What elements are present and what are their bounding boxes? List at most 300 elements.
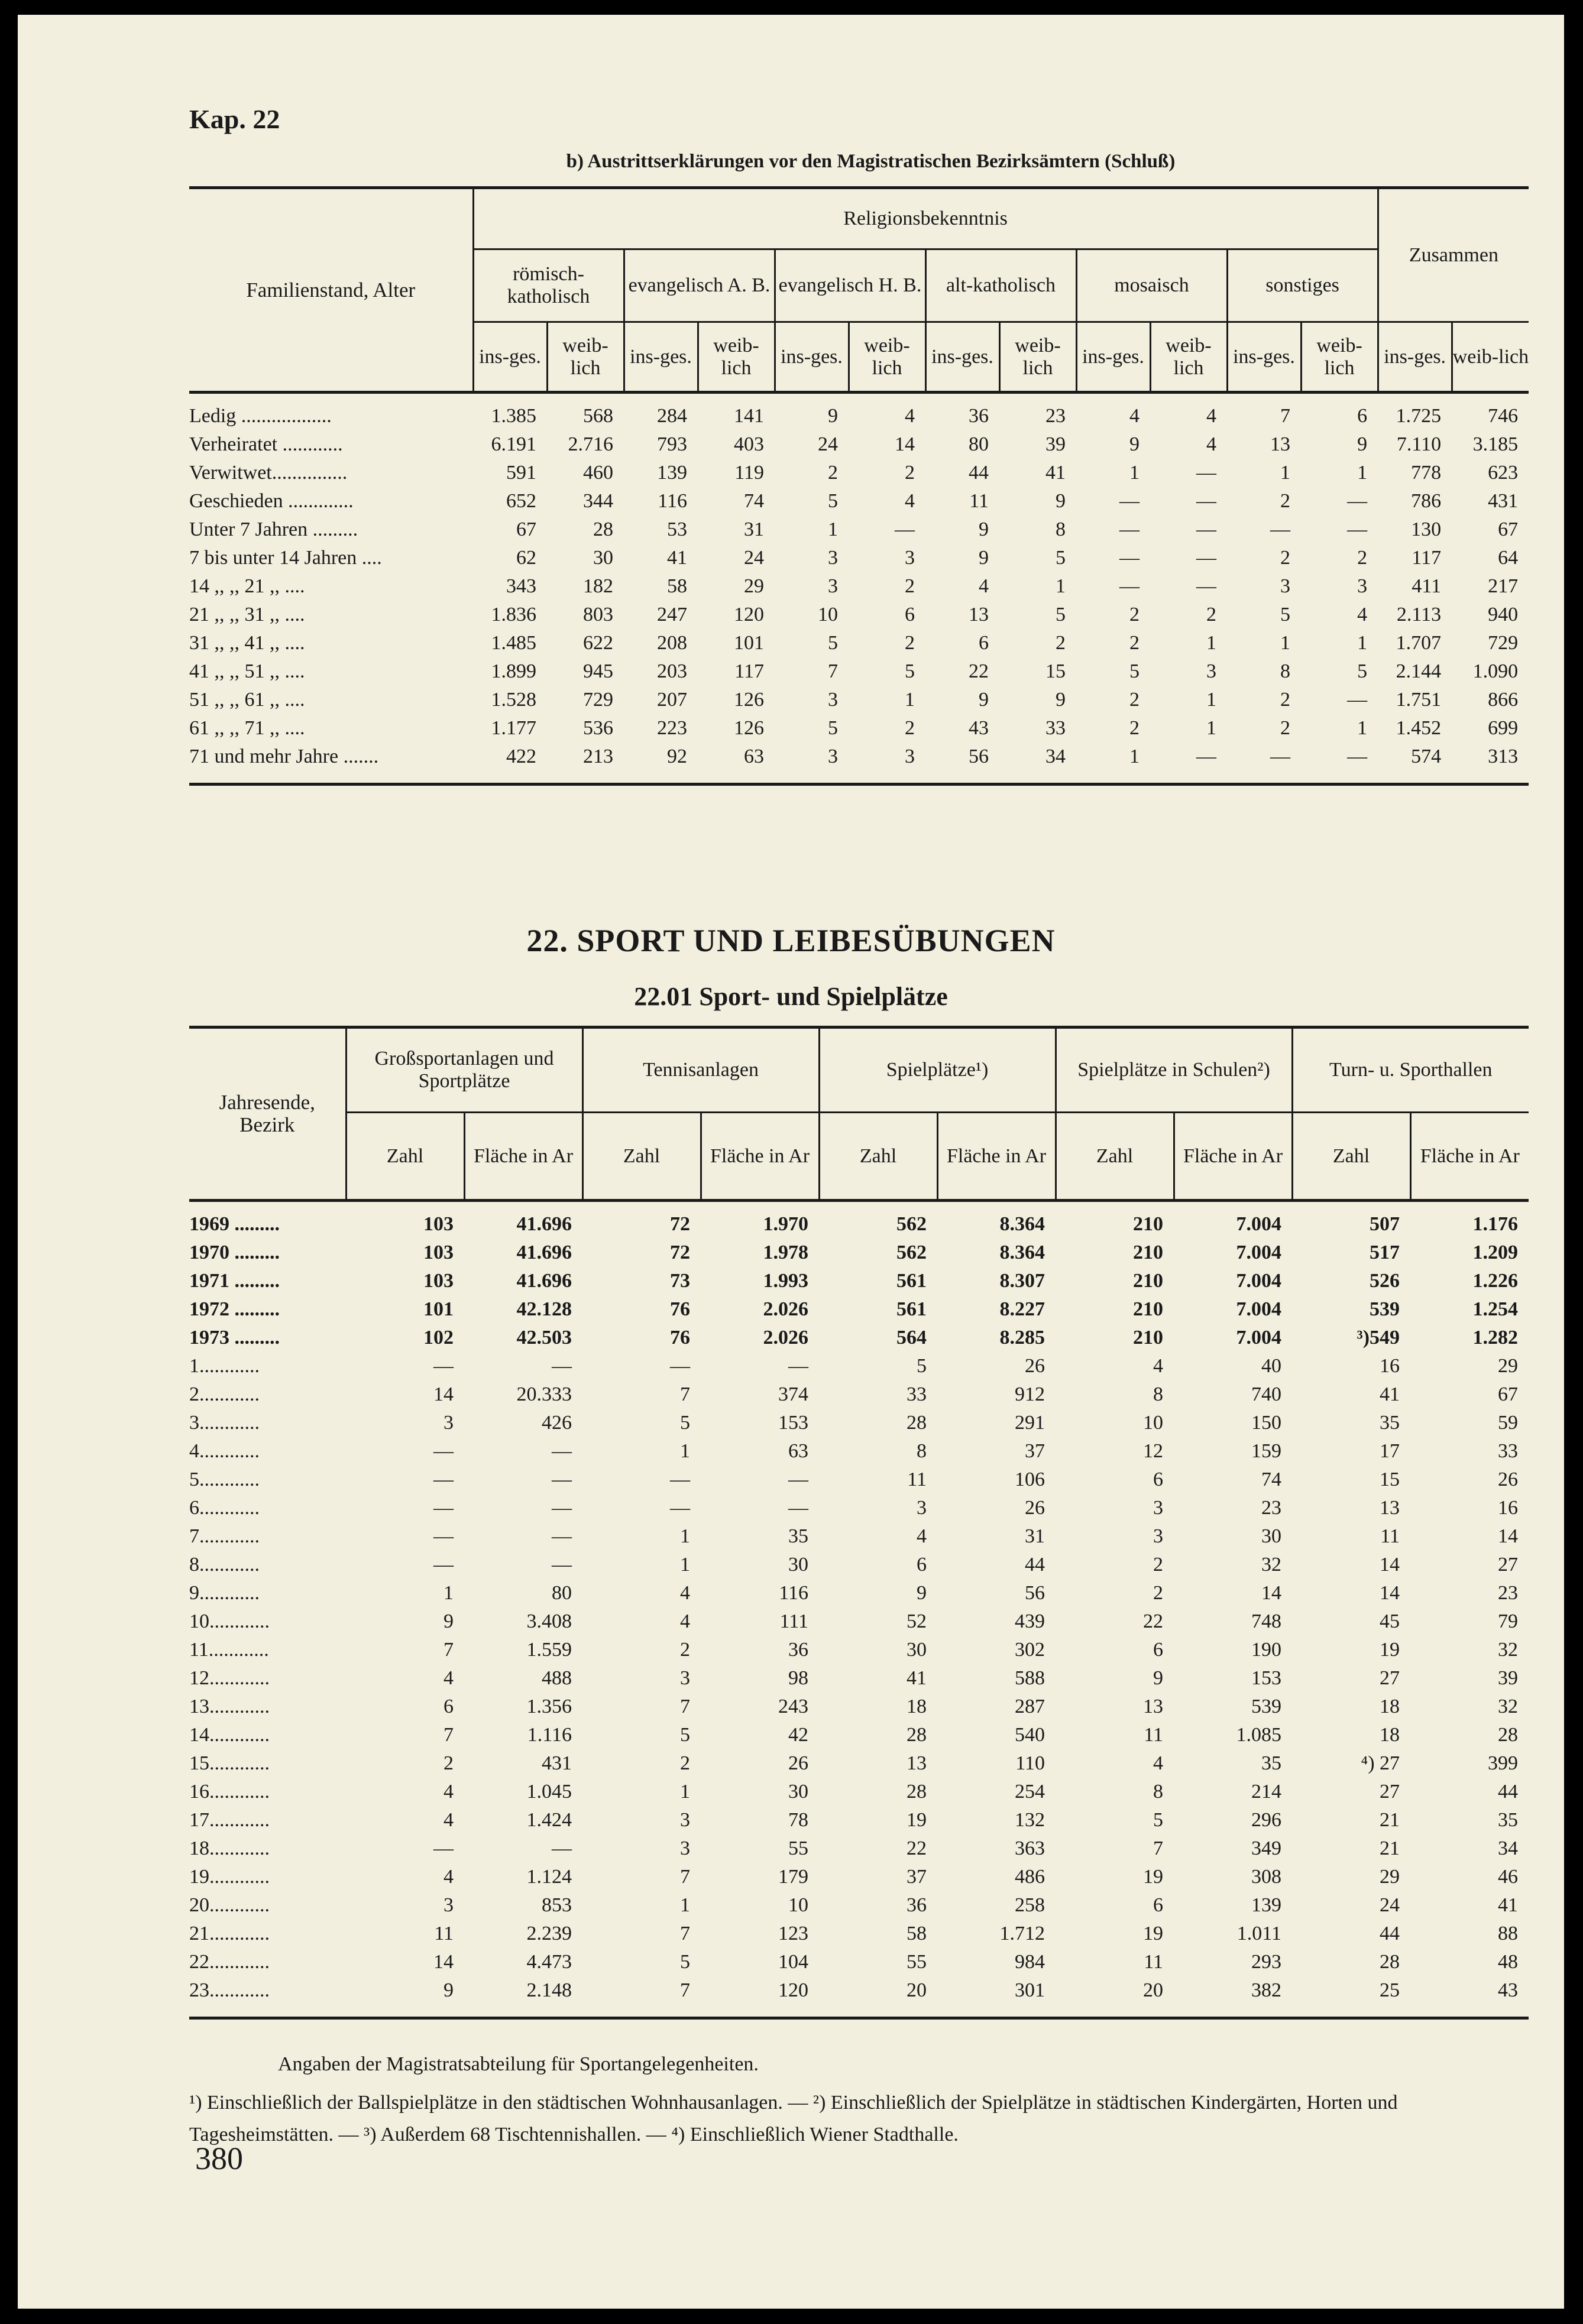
table-cell: 29 (744, 575, 764, 597)
table-cell: 291 (1015, 1412, 1045, 1434)
table-cell: 912 (1015, 1383, 1045, 1405)
table-cell: 30 (1261, 1525, 1282, 1547)
table-cell: 746 (1488, 405, 1519, 427)
table-cell: 217 (1488, 575, 1519, 597)
table-cell: 1 (1129, 746, 1139, 767)
table-row (189, 1210, 1529, 1239)
table-cell: 1.559 (526, 1639, 572, 1661)
table-cell: 19 (1380, 1639, 1400, 1661)
table-cell: 37 (1025, 1440, 1045, 1462)
table-cell: 48 (1498, 1951, 1519, 1973)
sub-header: Fläche in Ar (464, 1113, 582, 1201)
table-cell: 1.282 (1472, 1327, 1519, 1349)
table-cell: 101 (734, 632, 764, 654)
table-cell: 1.124 (526, 1866, 572, 1888)
table-cell: — (1196, 547, 1216, 569)
table-cell: 8 (1153, 1781, 1164, 1803)
spacer-row (189, 393, 1529, 403)
table-cell: 23 (1261, 1497, 1282, 1519)
table-cell: — (1347, 689, 1368, 711)
table-cell: 293 (1251, 1951, 1282, 1973)
table-cell: 111 (779, 1610, 809, 1632)
table-cell: 18 (1380, 1696, 1400, 1717)
table-cell: 25 (1380, 1979, 1400, 2001)
table-cell: 4 (1153, 1355, 1164, 1377)
sub-header: Zahl (582, 1113, 701, 1201)
table-cell: 1.712 (999, 1923, 1045, 1944)
table-cell: — (433, 1525, 454, 1547)
table-cell: — (552, 1525, 572, 1547)
table-cell: 44 (969, 462, 989, 484)
row-label: 61 ,, ,, 71 ,, .... (189, 717, 305, 739)
table-cell: 431 (542, 1752, 572, 1774)
row-label: 13............ (189, 1696, 270, 1717)
table-cell: — (788, 1355, 809, 1377)
table-cell: 591 (506, 462, 536, 484)
group-header: Großsportanlagen und Sportplätze (346, 1028, 582, 1113)
row-label: 11............ (189, 1639, 269, 1661)
table-cell: 7.004 (1236, 1242, 1282, 1263)
table-cell: 30 (593, 547, 613, 569)
table-cell: 139 (1251, 1894, 1282, 1916)
table-cell: 1 (905, 689, 915, 711)
table-cell: 1 (1056, 575, 1066, 597)
table-row (189, 430, 1529, 459)
table-cell: 8 (1153, 1383, 1164, 1405)
table-cell: 19 (1143, 1923, 1164, 1944)
table-cell: 23 (1045, 405, 1066, 427)
table-cell: 7.004 (1236, 1327, 1282, 1349)
table-cell: 2.026 (763, 1298, 809, 1320)
table-cell: 35 (1498, 1809, 1519, 1831)
table-cell: 6 (1153, 1894, 1164, 1916)
table-cell: 562 (896, 1242, 927, 1263)
table-cell: 20.333 (516, 1383, 572, 1405)
table-cell: 3 (917, 1497, 927, 1519)
sub-header: Zahl (346, 1113, 464, 1201)
group-header: evangelisch H. B. (775, 249, 925, 322)
table-row (189, 1352, 1529, 1380)
table-end-rule (189, 779, 1529, 785)
table-cell: 23 (1498, 1582, 1519, 1604)
table-cell: 313 (1488, 746, 1519, 767)
table-cell: 374 (778, 1383, 809, 1405)
table-cell: 63 (744, 746, 764, 767)
table-cell: 190 (1251, 1639, 1282, 1661)
table-row (189, 1693, 1529, 1721)
table-cell: 6 (1153, 1469, 1164, 1490)
table-cell: 623 (1488, 462, 1519, 484)
table-cell: 4 (680, 1610, 690, 1632)
table-cell: 80 (552, 1582, 572, 1604)
table-cell: 349 (1251, 1837, 1282, 1859)
table-cell: 28 (907, 1724, 927, 1746)
table-cell: 344 (583, 490, 613, 512)
table-cell: 5 (680, 1412, 690, 1434)
table-cell: 43 (969, 717, 989, 739)
page-number: 380 (195, 2141, 243, 2176)
table-row (189, 1834, 1529, 1863)
table-row (189, 1551, 1529, 1579)
table-cell: — (670, 1355, 690, 1377)
row-label: Unter 7 Jahren ......... (189, 518, 358, 540)
sub-header: Zahl (1056, 1113, 1174, 1201)
table-cell: 1.751 (1396, 689, 1442, 711)
table-cell: 59 (1498, 1412, 1519, 1434)
table-row (189, 1948, 1529, 1976)
table-cell: 36 (788, 1639, 809, 1661)
table-cell: 1 (1357, 462, 1368, 484)
table-cell: 2 (1153, 1554, 1164, 1576)
table-cell: 460 (583, 462, 613, 484)
table-cell: 3 (680, 1837, 690, 1859)
table-cell: 426 (542, 1412, 572, 1434)
sub-header: Fläche in Ar (1410, 1113, 1529, 1201)
table-cell: — (1119, 547, 1139, 569)
table-cell: 2.144 (1396, 660, 1442, 682)
table-cell: 26 (1025, 1497, 1045, 1519)
table-cell: 110 (1015, 1752, 1045, 1774)
row-label: 51 ,, ,, 61 ,, .... (189, 689, 305, 711)
table-cell: 153 (778, 1412, 809, 1434)
row-label: 7............ (189, 1525, 260, 1547)
table-cell: 33 (1045, 717, 1066, 739)
table-row (189, 686, 1529, 714)
table-row (189, 572, 1529, 601)
table-cell: 11 (434, 1923, 454, 1944)
row-label: 22............ (189, 1951, 270, 1973)
row-label: 14............ (189, 1724, 270, 1746)
table-cell: 729 (1488, 632, 1519, 654)
table-cell: 3 (1153, 1525, 1164, 1547)
row-label: 8............ (189, 1554, 260, 1576)
table-cell: 4 (680, 1582, 690, 1604)
sub-header: Fläche in Ar (937, 1113, 1056, 1201)
table-cell: 4 (444, 1866, 454, 1888)
table-cell: 24 (1380, 1894, 1400, 1916)
table-cell: 41.696 (516, 1270, 572, 1292)
table-cell: 2 (1129, 717, 1139, 739)
table-cell: 13 (1143, 1696, 1164, 1717)
table-cell: 39 (1045, 433, 1066, 455)
table-cell: 28 (907, 1781, 927, 1803)
table-cell: 2 (680, 1752, 690, 1774)
table-cell: 4.473 (526, 1951, 572, 1973)
table-row (189, 487, 1529, 516)
row-label: Geschieden ............. (189, 490, 354, 512)
row-label: 19............ (189, 1866, 270, 1888)
table-cell: 8.364 (999, 1242, 1045, 1263)
table-cell: 4 (444, 1667, 454, 1689)
table-cell: 64 (1498, 547, 1519, 569)
table-cell: 258 (1015, 1894, 1045, 1916)
table-cell: 207 (657, 689, 687, 711)
table-cell: 214 (1251, 1781, 1282, 1803)
table-cell: 210 (1133, 1270, 1164, 1292)
table-row (189, 657, 1529, 686)
table-cell: 2 (905, 462, 915, 484)
table-cell: 254 (1015, 1781, 1045, 1803)
row-label: 1970 ......... (189, 1242, 280, 1263)
table-row (189, 1409, 1529, 1437)
table-cell: 1.424 (526, 1809, 572, 1831)
row-label: 5............ (189, 1469, 260, 1490)
table-row (189, 1380, 1529, 1409)
table-cell: 33 (1498, 1440, 1519, 1462)
table-row (189, 459, 1529, 487)
row-label: 16............ (189, 1781, 270, 1803)
row-label: 1973 ......... (189, 1327, 280, 1349)
table-cell: 52 (907, 1610, 927, 1632)
document-page (18, 15, 1564, 2309)
table-cell: 296 (1251, 1809, 1282, 1831)
table-cell: 7 (444, 1639, 454, 1661)
table-cell: 72 (670, 1213, 690, 1235)
sub-header: weib-lich (1150, 322, 1227, 393)
table-cell: 79 (1498, 1610, 1519, 1632)
table-cell: 3 (1206, 660, 1216, 682)
table-cell: 9 (444, 1610, 454, 1632)
table-cell: 98 (788, 1667, 809, 1689)
table-cell: 7.110 (1396, 433, 1442, 455)
table-cell: 7.004 (1236, 1213, 1282, 1235)
table-cell: 103 (423, 1242, 454, 1263)
table-cell: 7.004 (1236, 1298, 1282, 1320)
group-header: Spielplätze in Schulen²) (1056, 1028, 1292, 1113)
table-cell: 403 (734, 433, 764, 455)
source-note: Angaben der Magistratsabteilung für Sportangelegenheiten. (278, 2053, 759, 2075)
table-row (189, 1607, 1529, 1636)
table1-title: b) Austrittserklärungen vor den Magistratischen Bezirksämtern (Schluß) (566, 151, 1176, 172)
table-cell: 117 (734, 660, 764, 682)
table-row (189, 1579, 1529, 1607)
table-row (189, 1749, 1529, 1778)
table-cell: 41 (667, 547, 687, 569)
table-cell: — (1119, 490, 1139, 512)
table-cell: 56 (969, 746, 989, 767)
table-cell: 1.899 (491, 660, 536, 682)
row-label: 4............ (189, 1440, 260, 1462)
table-cell: 14 (1380, 1554, 1400, 1576)
table-cell: 2 (444, 1752, 454, 1774)
table-cell: 5 (828, 490, 838, 512)
chapter-label: Kap. 22 (189, 104, 280, 134)
table-cell: — (433, 1469, 454, 1490)
table-cell: 10 (818, 604, 838, 625)
table-cell: 284 (657, 405, 687, 427)
table-cell: 150 (1251, 1412, 1282, 1434)
table-cell: 1.993 (763, 1270, 809, 1292)
table-cell: 517 (1370, 1242, 1400, 1263)
table-row (189, 516, 1529, 544)
table-cell: 15 (1045, 660, 1066, 682)
table-cell: 1.090 (1472, 660, 1519, 682)
table-row (189, 1976, 1529, 2005)
table-cell: 382 (1251, 1979, 1282, 2001)
table-cell: 14 (895, 433, 915, 455)
table-cell: 179 (778, 1866, 809, 1888)
table-cell: 2 (1280, 547, 1290, 569)
table-cell: 507 (1370, 1213, 1400, 1235)
table-cell: 1 (1206, 689, 1216, 711)
table-cell: — (433, 1355, 454, 1377)
table-cell: 740 (1251, 1383, 1282, 1405)
footnotes: ¹) Einschließlich der Ballspielplätze in den städtischen Wohnhausanlagen. — ²) Einschließlich der Spielplätze in städtischen Kindergärten, Horten und Tagesheimstätten. — ³) Außerdem 68 Tischtennishallen. — ⁴) Einschließlich Wiener Stadthalle. (189, 2092, 1398, 2145)
table-cell: — (552, 1837, 572, 1859)
row-label: 71 und mehr Jahre ....... (189, 746, 379, 767)
table-row (189, 1295, 1529, 1324)
table-cell: 223 (657, 717, 687, 739)
table-cell: 106 (1015, 1469, 1045, 1490)
table-cell: 486 (1015, 1866, 1045, 1888)
table-cell: 5 (1056, 604, 1066, 625)
sub-header: weib-lich (849, 322, 925, 393)
table-cell: 43 (1498, 1979, 1519, 2001)
table-cell: 853 (542, 1894, 572, 1916)
table-cell: 88 (1498, 1923, 1519, 1944)
table-cell: — (1119, 575, 1139, 597)
table-cell: 27 (1380, 1781, 1400, 1803)
table-cell: 2 (680, 1639, 690, 1661)
row-label: 14 ,, ,, 21 ,, .... (189, 575, 305, 597)
table-cell: 119 (734, 462, 764, 484)
group-header: alt-katholisch (925, 249, 1076, 322)
table-cell: 3 (828, 746, 838, 767)
table-cell: 5 (905, 660, 915, 682)
table-cell: 123 (778, 1923, 809, 1944)
table-cell: 2 (1129, 632, 1139, 654)
table-cell: 28 (593, 518, 613, 540)
table-cell: 24 (818, 433, 838, 455)
table-cell: 9 (1056, 490, 1066, 512)
table-cell: 208 (657, 632, 687, 654)
table-cell: 439 (1015, 1610, 1045, 1632)
group-header: evangelisch A. B. (624, 249, 775, 322)
table-row (189, 1664, 1529, 1693)
table-cell: 26 (1498, 1469, 1519, 1490)
group-header: Turn- u. Sporthallen (1292, 1028, 1529, 1113)
spacer-row (189, 2005, 1529, 2013)
table-cell: 1 (828, 518, 838, 540)
row-label: 15............ (189, 1752, 270, 1774)
table-cell: 301 (1015, 1979, 1045, 2001)
table-cell: 526 (1370, 1270, 1400, 1292)
table-cell: 44 (1380, 1923, 1400, 1944)
table-cell: 7.004 (1236, 1270, 1282, 1292)
table-cell: 2 (1206, 604, 1216, 625)
sub-header: Zahl (1292, 1113, 1410, 1201)
table-cell: 588 (1015, 1667, 1045, 1689)
table-cell: 28 (907, 1412, 927, 1434)
table-cell: 1.177 (491, 717, 536, 739)
table-cell: 1.970 (763, 1213, 809, 1235)
table-cell: 3 (680, 1809, 690, 1831)
table-cell: 16 (1380, 1355, 1400, 1377)
table-row (189, 1778, 1529, 1806)
table-cell: 561 (896, 1270, 927, 1292)
row-label: 21 ,, ,, 31 ,, .... (189, 604, 305, 625)
table-cell: — (1196, 490, 1216, 512)
table-cell: 1 (1206, 717, 1216, 739)
table-cell: 35 (1261, 1752, 1282, 1774)
table-cell: 14 (433, 1951, 454, 1973)
group-header: sonstiges (1227, 249, 1378, 322)
table-cell: 141 (734, 405, 764, 427)
sub-header: ins-ges. (1076, 322, 1150, 393)
row-label: 6............ (189, 1497, 260, 1519)
row-label: 18............ (189, 1837, 270, 1859)
row-label: 31 ,, ,, 41 ,, .... (189, 632, 305, 654)
sub-header: weib-lich (698, 322, 775, 393)
table-cell: 8 (1056, 518, 1066, 540)
table-row (189, 629, 1529, 657)
table-cell: 6 (1357, 405, 1368, 427)
table-cell: 2 (1357, 547, 1368, 569)
table-cell: 431 (1488, 490, 1519, 512)
sub-header: Fläche in Ar (701, 1113, 819, 1201)
table-cell: 9 (979, 689, 989, 711)
table-cell: 9 (444, 1979, 454, 2001)
table-cell: 1.707 (1396, 632, 1442, 654)
table-cell: 4 (979, 575, 989, 597)
table-cell: 41 (1380, 1383, 1400, 1405)
table-cell: 63 (788, 1440, 809, 1462)
table-cell: 20 (1143, 1979, 1164, 2001)
table-cell: 3.408 (526, 1610, 572, 1632)
sub-header: weib-lich (547, 322, 624, 393)
table-cell: 6 (444, 1696, 454, 1717)
table-cell: ⁴) 27 (1361, 1752, 1400, 1774)
table-cell: 4 (905, 405, 915, 427)
row-label: 12............ (189, 1667, 270, 1689)
table-cell: — (1196, 518, 1216, 540)
sub-header: ins-ges. (1378, 322, 1452, 393)
table-cell: 4 (1206, 433, 1216, 455)
table-cell: 3 (1153, 1497, 1164, 1519)
table-cell: 3.185 (1472, 433, 1519, 455)
table-cell: 8.227 (999, 1298, 1045, 1320)
table-cell: 203 (657, 660, 687, 682)
table-cell: 5 (1357, 660, 1368, 682)
table-cell: 10 (788, 1894, 809, 1916)
table-cell: 78 (788, 1809, 809, 1831)
table-cell: 9 (1056, 689, 1066, 711)
table-cell: 2 (1280, 717, 1290, 739)
table-cell: 2.148 (526, 1979, 572, 2001)
table-cell: — (1347, 746, 1368, 767)
table-cell: 40 (1261, 1355, 1282, 1377)
table-cell: 411 (1412, 575, 1442, 597)
table-cell: 13 (969, 604, 989, 625)
table-cell: 7 (1280, 405, 1290, 427)
table-cell: — (433, 1497, 454, 1519)
row-label: 21............ (189, 1923, 270, 1944)
table-cell: 243 (778, 1696, 809, 1717)
table-cell: 9 (979, 518, 989, 540)
table-cell: 116 (658, 490, 687, 512)
row-label: 1............ (189, 1355, 260, 1377)
table-cell: 803 (583, 604, 613, 625)
table-cell: 41.696 (516, 1242, 572, 1263)
sub-header: weib-lich (1301, 322, 1378, 393)
table-cell: 30 (788, 1781, 809, 1803)
table-cell: 132 (1015, 1809, 1045, 1831)
table-cell: 5 (1280, 604, 1290, 625)
table-cell: 210 (1133, 1213, 1164, 1235)
table-cell: 1.176 (1472, 1213, 1519, 1235)
table-cell: 14 (433, 1383, 454, 1405)
table-cell: 1 (680, 1525, 690, 1547)
